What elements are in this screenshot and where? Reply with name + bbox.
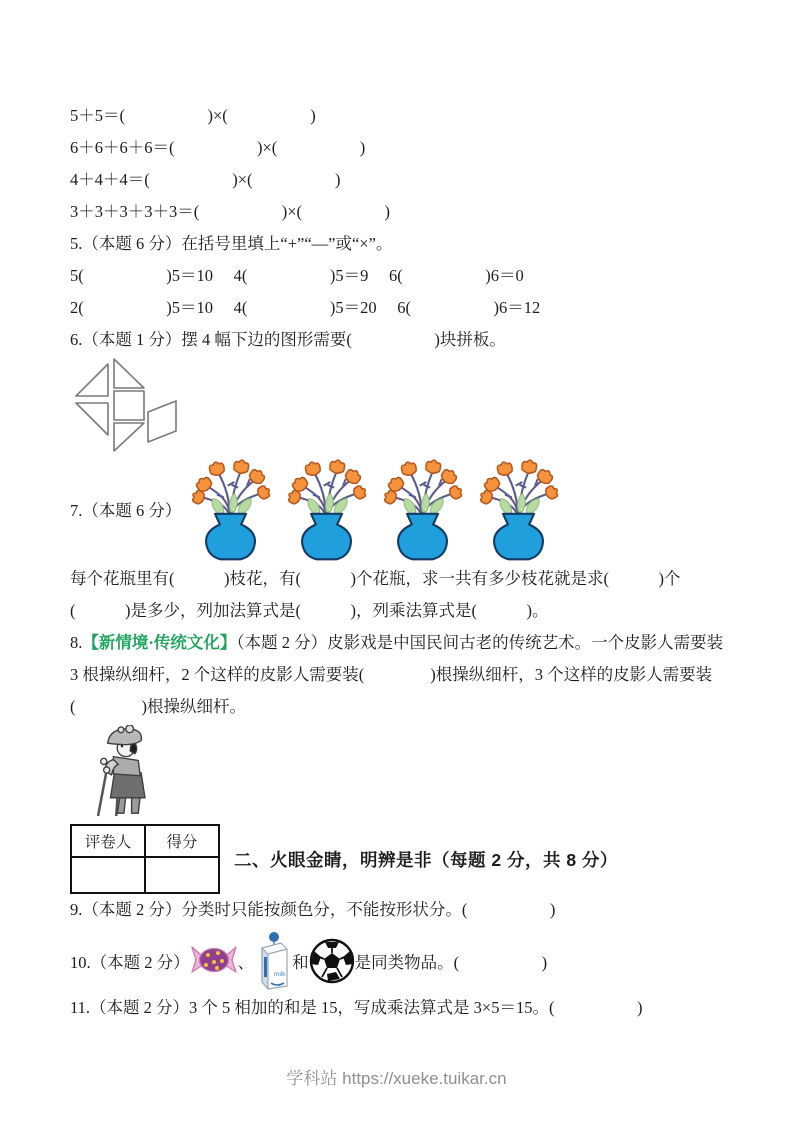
question-8	[70, 627, 726, 723]
question-11-text: 11.（本题 2 分）3 个 5 相加的和是 15，写成乘法算式是 3×5＝15。( )	[70, 998, 643, 1017]
score-box-score-header: 得分	[145, 825, 219, 857]
svg-text:milk: milk	[274, 971, 286, 978]
score-box-score-cell	[145, 857, 219, 893]
question-5-row: 2( )5＝10 4( )5＝20 6( )6＝12	[70, 298, 541, 317]
question-5-title: 5.（本题 6 分）在括号里填上“+”“—”或“×”。	[70, 234, 393, 253]
question-5-row: 5( )5＝10 4( )5＝9 6( )6＝0	[70, 266, 524, 285]
tangram-figure-svg	[70, 357, 200, 453]
question-10-prefix: 10.（本题 2 分）	[70, 953, 190, 972]
question-10-separator: 、	[237, 953, 255, 972]
question-6-title: 6.（本题 1 分）摆 4 幅下边的图形需要( )块拼板。	[70, 330, 506, 349]
shadow-puppet-icon	[76, 725, 168, 817]
exam-content	[70, 100, 726, 1024]
site-watermark: 学科站 https://xueke.tuikar.cn	[286, 1069, 507, 1088]
question-10	[70, 930, 726, 992]
soccer-ball-icon	[309, 938, 355, 984]
flower-vase-icon	[185, 456, 277, 562]
question-8-culture-tag: 【新情境·传统文化】	[82, 633, 237, 652]
question-7	[70, 455, 726, 563]
question-9-text: 9.（本题 2 分）分类时只能按颜色分，不能按形状分。( )	[70, 900, 556, 919]
candy-icon	[190, 941, 238, 981]
score-box-blank-row	[71, 857, 219, 893]
question-8-text: （本题 2 分）皮影戏是中国民间古老的传统艺术。一个皮影人需要装 3 根操纵细杆，2 个这样的皮影人需要装( )根操纵细杆，3 个这样的皮影人需要装( )根操纵细杆。	[70, 633, 728, 716]
question-10-suffix: 是同类物品。( )	[354, 953, 548, 972]
tangram-figure	[70, 357, 726, 455]
fill-blank-equation: 6＋6＋6＋6＝( )×( )	[70, 138, 366, 157]
flower-vase-icon	[377, 456, 469, 562]
fill-blank-equation: 4＋4＋4＝( )×( )	[70, 170, 341, 189]
score-box-table	[70, 824, 220, 894]
milk-carton-icon	[254, 931, 292, 991]
question-8-number: 8.	[70, 633, 83, 652]
flower-vase-icon	[473, 456, 565, 562]
question-7-text: 每个花瓶里有( )枝花，有( )个花瓶，求一共有多少枝花就是求( )个( )是多少，列加法算式是( )，列乘法算式是( )。	[70, 569, 681, 620]
fill-blank-equation: 3＋3＋3＋3＋3＝( )×( )	[70, 202, 391, 221]
question-10-and: 和	[292, 953, 309, 972]
score-box-header-row	[71, 825, 219, 857]
fill-blank-equation: 5＋5＝( )×( )	[70, 106, 316, 125]
shadow-puppet-illustration	[70, 725, 726, 819]
section-2-title: 二、火眼金睛，明辨是非（每题 2 分，共 8 分）	[234, 849, 618, 870]
flower-vase-icon	[281, 456, 373, 562]
score-section	[70, 824, 726, 894]
score-box-grader-cell	[71, 857, 145, 893]
score-box-grader-header: 评卷人	[71, 825, 145, 857]
question-7-label: 7.（本题 6 分）	[70, 501, 182, 520]
